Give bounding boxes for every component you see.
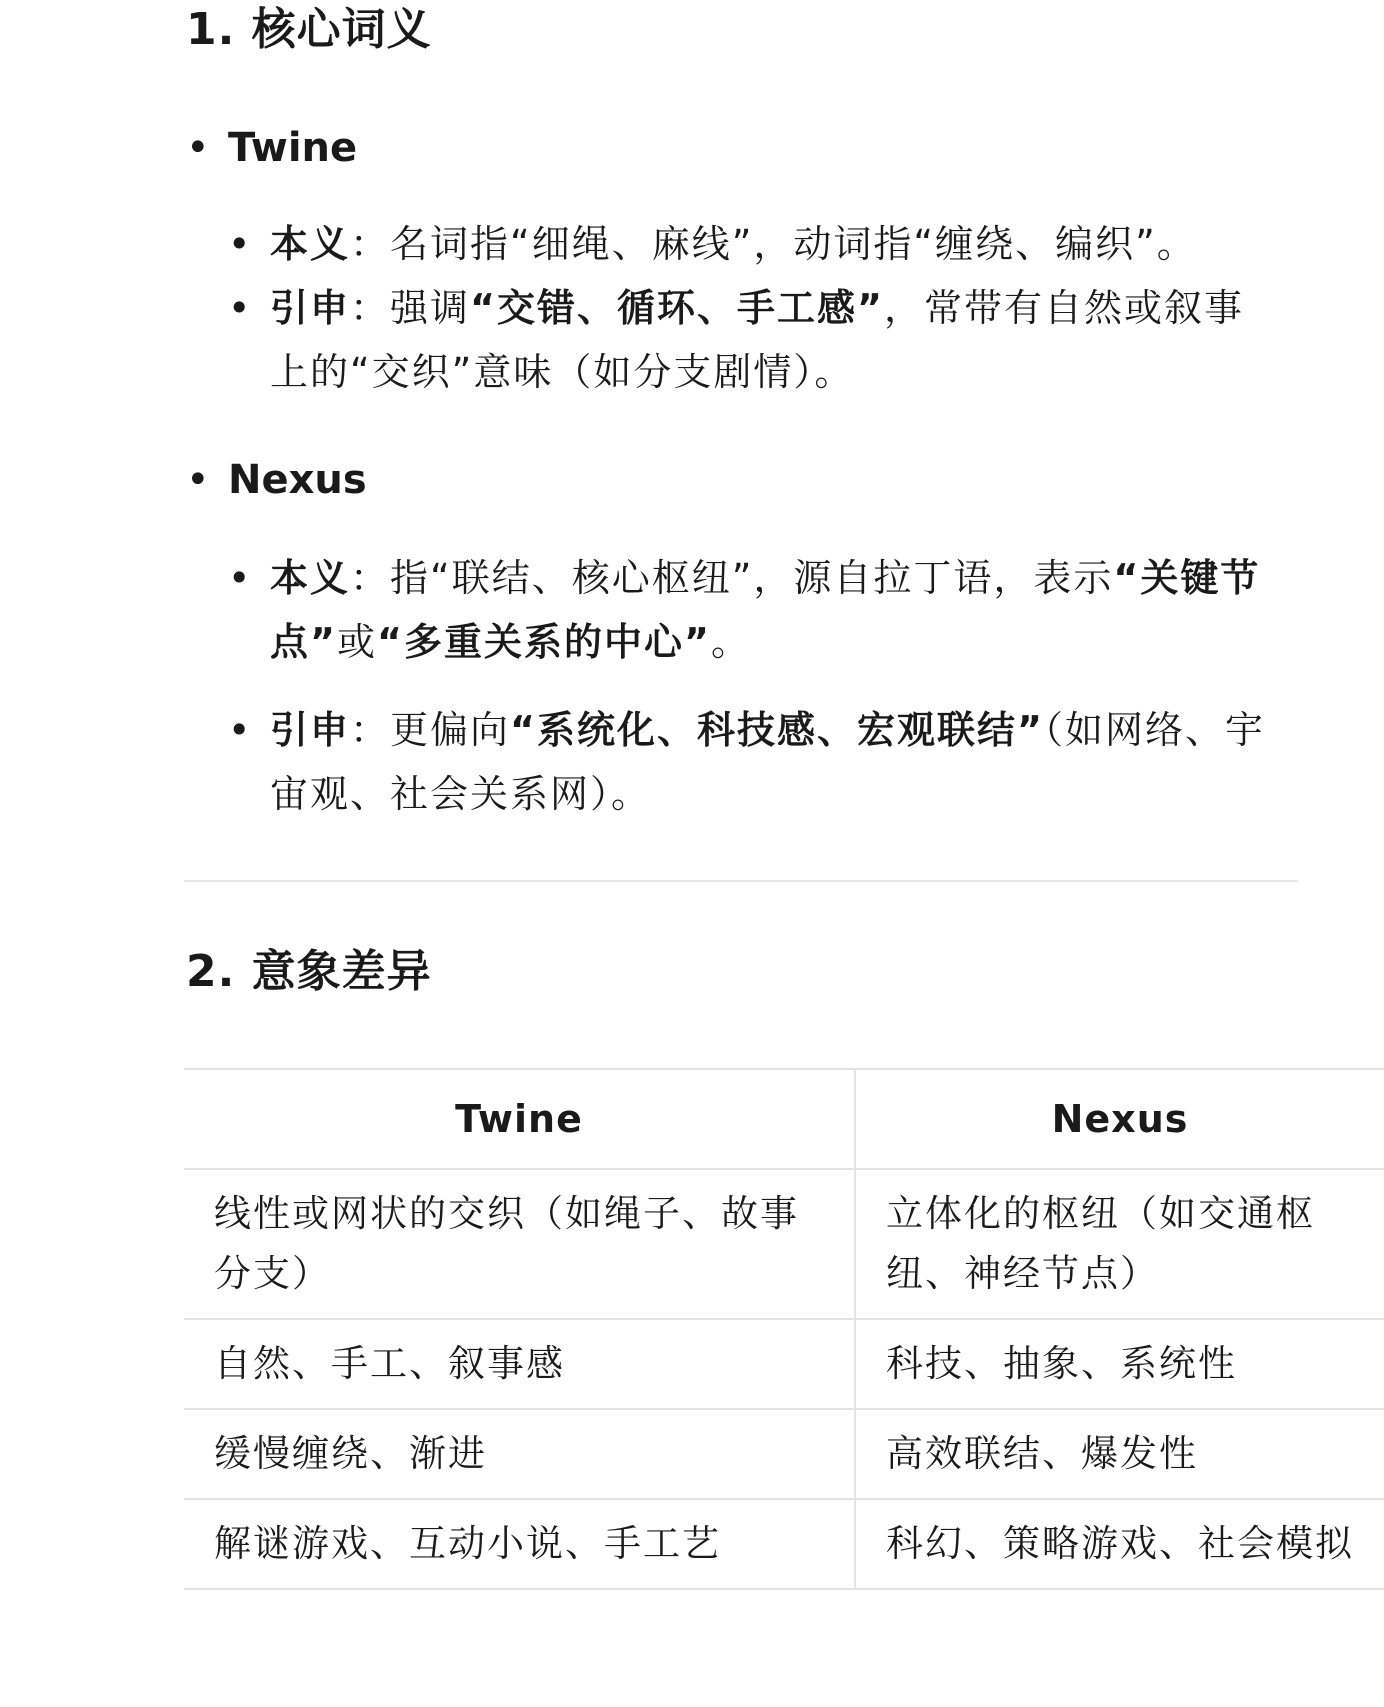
comparison-table (184, 1068, 1384, 1590)
list-item-twine-extended (228, 276, 1272, 404)
extended-text-post: ，常带有自然或叙事上的“交织”意味（如分支剧情）。 (270, 286, 1245, 394)
label-extended: 引申 (270, 708, 351, 752)
list-item-nexus-origin (228, 546, 1272, 674)
bullet-icon: • (228, 286, 253, 330)
twine-list (186, 124, 1300, 172)
bullet-icon: • (186, 125, 210, 171)
section-divider (184, 880, 1298, 882)
nexus-list (186, 456, 1300, 504)
table-row (184, 1319, 1384, 1409)
label-origin: 本义 (270, 556, 351, 600)
table-cell: 解谜游戏、互动小说、手工艺 (184, 1499, 855, 1589)
origin-text-post: 。 (710, 620, 751, 664)
table-cell: 高效联结、爆发性 (855, 1409, 1384, 1499)
origin-text-pre: 指“联结、核心枢纽”，源自拉丁语，表示 (390, 556, 1114, 600)
list-item-twine (186, 124, 1300, 172)
section-heading-core-meaning: 1. 核心词义 (186, 4, 432, 55)
nexus-sublist (228, 546, 1272, 674)
label-separator: ： (350, 286, 391, 330)
bullet-icon: • (186, 457, 210, 503)
column-header-twine: Twine (184, 1069, 855, 1169)
table-cell: 缓慢缠绕、渐进 (184, 1409, 855, 1499)
twine-sublist (228, 212, 1272, 276)
origin-text: 名词指“细绳、麻线”，动词指“缠绕、编织”。 (390, 222, 1197, 266)
term-twine: Twine (228, 125, 358, 171)
label-separator: ： (350, 222, 391, 266)
table-row (184, 1409, 1384, 1499)
column-header-nexus: Nexus (855, 1069, 1384, 1169)
extended-emphasis: “交错、循环、手工感” (470, 286, 884, 330)
table-cell: 科技、抽象、系统性 (855, 1319, 1384, 1409)
table-cell: 科幻、策略游戏、社会模拟 (855, 1499, 1384, 1589)
section-heading-imagery-difference: 2. 意象差异 (186, 946, 432, 997)
list-item-twine-origin (228, 212, 1272, 276)
table-row (184, 1169, 1384, 1319)
table-row (184, 1499, 1384, 1589)
twine-sublist-2 (228, 276, 1272, 404)
label-origin: 本义 (270, 222, 351, 266)
label-separator: ： (350, 556, 391, 600)
bullet-icon: • (228, 556, 253, 600)
bullet-icon: • (228, 708, 253, 752)
term-nexus: Nexus (228, 457, 367, 503)
list-item-nexus-extended (228, 698, 1272, 826)
extended-text-post: （如网络、宇宙观、社会关系网）。 (270, 708, 1266, 816)
table-header-row (184, 1069, 1384, 1169)
list-item-nexus (186, 456, 1300, 504)
table-cell: 线性或网状的交织（如绳子、故事分支） (184, 1169, 855, 1319)
extended-text-pre: 强调 (390, 286, 471, 330)
label-separator: ： (350, 708, 391, 752)
extended-text-pre: 更偏向 (390, 708, 511, 752)
origin-emphasis-2: “多重关系的中心” (377, 620, 711, 664)
label-extended: 引申 (270, 286, 351, 330)
origin-text-mid: 或 (336, 620, 377, 664)
origin-emphasis-1: “关键节点” (270, 556, 1261, 664)
bullet-icon: • (228, 222, 253, 266)
nexus-sublist-2 (228, 698, 1272, 826)
table-cell: 自然、手工、叙事感 (184, 1319, 855, 1409)
extended-emphasis: “系统化、科技感、宏观联结” (510, 708, 1044, 752)
table-cell: 立体化的枢纽（如交通枢纽、神经节点） (855, 1169, 1384, 1319)
